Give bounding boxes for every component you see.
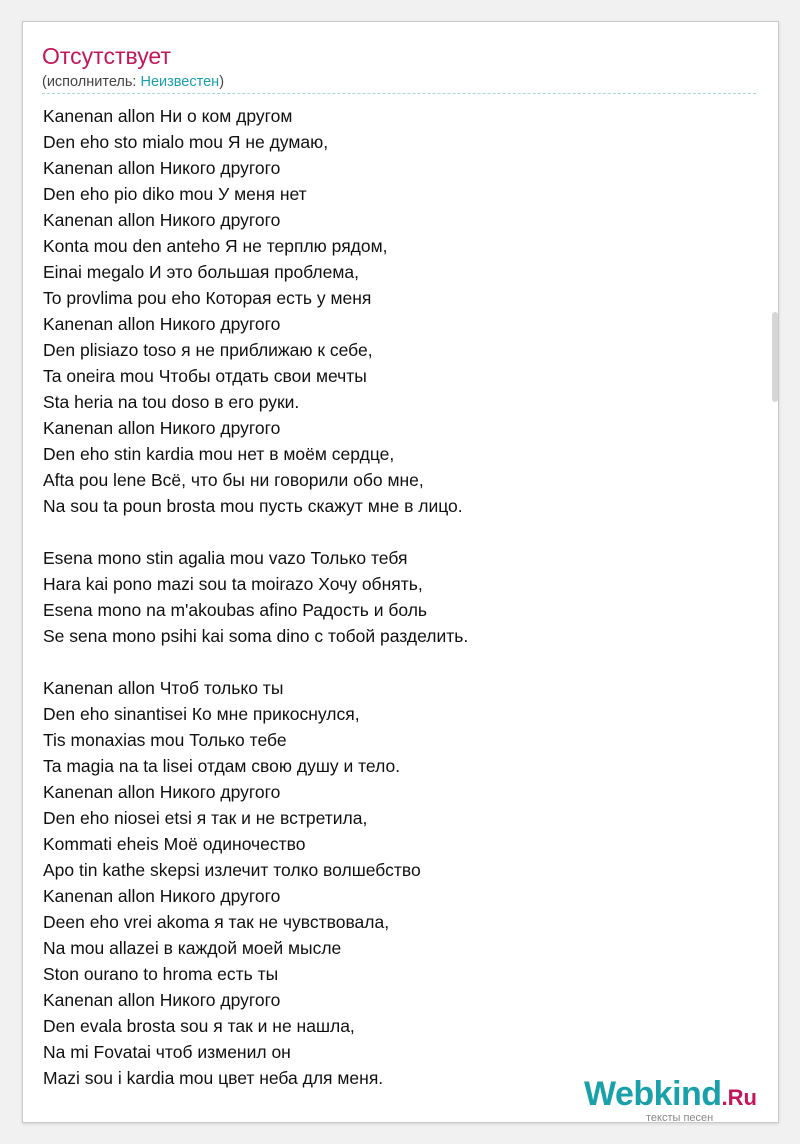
lyric-line: Den plisiazo toso я не приближаю к себе,	[43, 340, 373, 360]
lyric-line: Konta mou den anteho Я не терплю рядом,	[43, 236, 388, 256]
stanza-break	[43, 519, 755, 545]
lyric-line: Kanenan allon Никого другого	[43, 886, 281, 906]
lyric-line: Ta magia na ta lisei отдам свою душу и тело.	[43, 756, 401, 776]
lyric-line: Na mou allazei в каждой моей мысле	[43, 938, 342, 958]
artist-prefix: (исполнитель:	[42, 74, 141, 90]
lyric-line: Kanenan allon Ни о ком другом	[43, 106, 293, 126]
artist-link[interactable]: Неизвестен	[140, 74, 220, 90]
lyric-line: Kanenan allon Никого другого	[43, 418, 281, 438]
lyric-line: Kanenan allon Никого другого	[43, 990, 281, 1010]
lyric-line: Tis monaxias mou Только тебе	[43, 730, 287, 750]
lyric-line: Apo tin kathe skepsi излечит толко волшебство	[43, 860, 421, 880]
artist-suffix: )	[219, 74, 225, 90]
scrollbar-thumb[interactable]	[772, 312, 778, 402]
lyric-line: Ston ourano to hroma есть ты	[43, 964, 279, 984]
lyric-line: Afta pou lene Всё, что бы ни говорили обо мне,	[43, 470, 424, 490]
lyric-line: Kanenan allon Никого другого	[43, 782, 281, 802]
lyric-line: To provlima pou eho Которая есть у меня	[43, 288, 372, 308]
logo-tagline: тексты песен	[646, 1112, 714, 1124]
lyric-line: Esena mono na m'akoubas afino Радость и боль	[43, 600, 428, 620]
lyric-line: Kanenan allon Никого другого	[43, 158, 281, 178]
lyric-line: Na sou ta poun brosta mou пусть скажут мне в лицо.	[43, 496, 463, 516]
lyric-line: Den eho sto mialo mou Я не думаю,	[43, 132, 329, 152]
lyric-line: Den eho stin kardia mou нет в моём сердце,	[43, 444, 395, 464]
header-divider	[42, 93, 756, 94]
lyric-line: Na mi Fovatai чтоб изменил он	[43, 1042, 291, 1062]
lyric-line: Kommati eheis Моё одиночество	[43, 834, 306, 854]
lyrics-body	[43, 103, 755, 1091]
logo-tld: .Ru	[721, 1085, 757, 1110]
stanza-break	[43, 649, 755, 675]
lyric-line: Sta heria na tou doso в его руки.	[43, 392, 300, 412]
lyric-line: Den eho pio diko mou У меня нет	[43, 184, 307, 204]
webkind-logo[interactable]	[584, 1074, 774, 1124]
lyric-line: Den evala brosta sou я так и не нашла,	[43, 1016, 355, 1036]
lyric-line: Den eho niosei etsi я так и не встретила,	[43, 808, 368, 828]
lyric-line: Mazi sou i kardia mou цвет неба для меня.	[43, 1068, 384, 1088]
logo-main-text: Webkind	[584, 1075, 722, 1113]
lyric-line: Ta oneira mou Чтобы отдать свои мечты	[43, 366, 367, 386]
lyric-line: Deen eho vrei akoma я так не чувствовала,	[43, 912, 390, 932]
lyric-line: Kanenan allon Никого другого	[43, 314, 281, 334]
lyric-line: Kanenan allon Никого другого	[43, 210, 281, 230]
lyric-line: Den eho sinantisei Ко мне прикоснулся,	[43, 704, 360, 724]
lyric-line: Hara kai pono mazi sou ta moirazo Хочу обнять,	[43, 574, 423, 594]
lyric-line: Se sena mono psihi kai soma dino с тобой разделить.	[43, 626, 469, 646]
artist-line	[42, 73, 224, 91]
lyric-line: Einai megalo И это большая проблема,	[43, 262, 359, 282]
lyric-line: Kanenan allon Чтоб только ты	[43, 678, 284, 698]
lyric-line: Esena mono stin agalia mou vazo Только тебя	[43, 548, 408, 568]
song-title: Отсутствует	[42, 43, 171, 69]
